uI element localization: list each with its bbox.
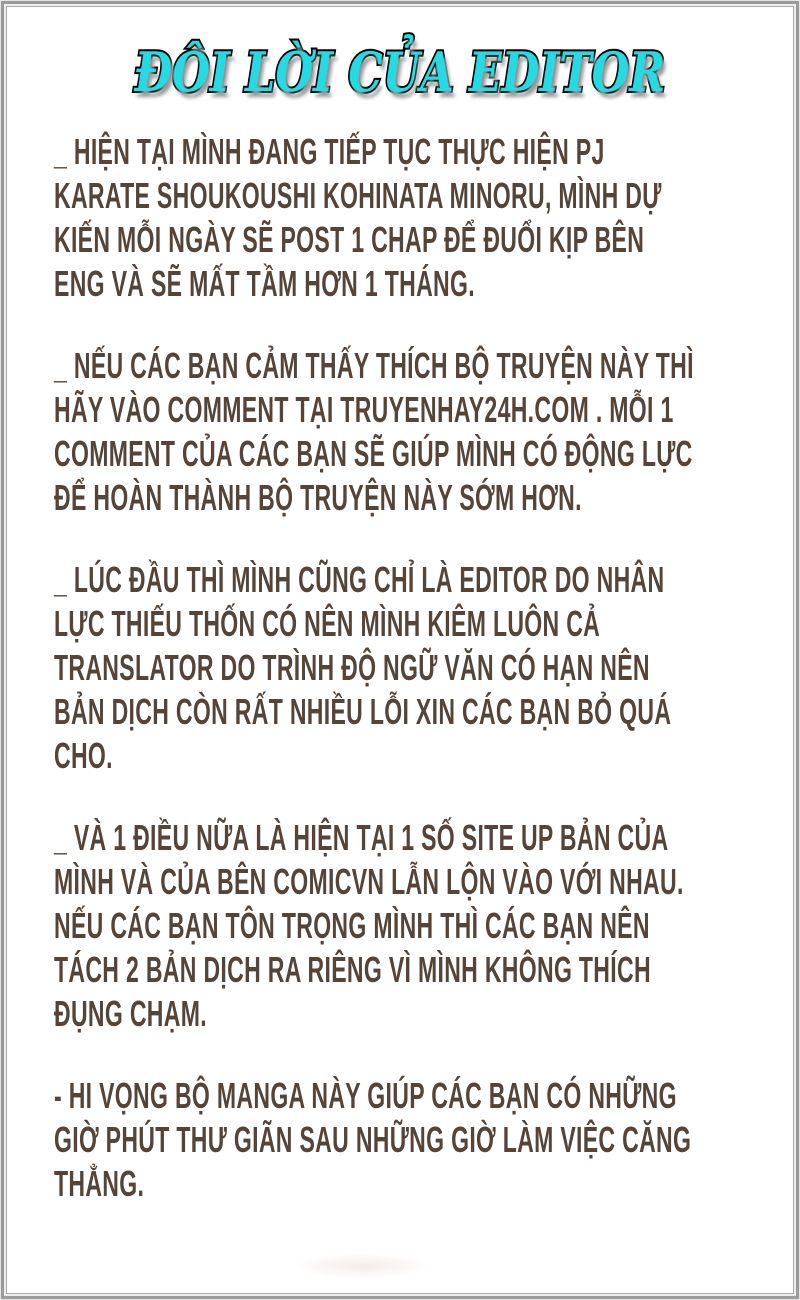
text-line: NẾU CÁC BẠN TÔN TRỌNG MÌNH THÌ CÁC BẠN NÊN	[54, 905, 650, 946]
text-line: _ NẾU CÁC BẠN CẢM THẤY THÍCH BỘ TRUYỆN NÀY THÌ	[54, 345, 694, 386]
text-line: _ LÚC ĐẦU THÌ MÌNH CŨNG CHỈ LÀ EDITOR DO NHÂN	[54, 559, 665, 600]
text-line: BẢN DỊCH CÒN RẤT NHIỀU LỖI XIN CÁC BẠN BỎ QUÁ	[54, 691, 672, 732]
page-title-text: ĐÔI LỜI CỦA EDITOR	[134, 40, 666, 104]
editor-note-body	[0, 130, 800, 1206]
text-line: KIẾN MỖI NGÀY SẼ POST 1 CHAP ĐỂ ĐUỔI KỊP BÊN	[54, 219, 645, 260]
text-line: MÌNH VÀ CỦA BÊN COMICVN LẪN LỘN VÀO VỚI NHAU.	[54, 861, 684, 902]
text-line: - HI VỌNG BỘ MANGA NÀY GIÚP CÁC BẠN CÓ NHỮNG	[54, 1075, 677, 1116]
paragraph	[54, 130, 746, 306]
paragraph	[54, 1074, 746, 1206]
text-line: KARATE SHOUKOUSHI KOHINATA MINORU, MÌNH DỰ	[54, 175, 662, 216]
paragraph	[54, 558, 746, 778]
text-line: TRANSLATOR DO TRÌNH ĐỘ NGỮ VĂN CÓ HẠN NÊN	[54, 647, 650, 688]
text-line: ENG VÀ SẼ MẤT TẦM HƠN 1 THÁNG.	[54, 263, 475, 304]
text-line: TÁCH 2 BẢN DỊCH RA RIÊNG VÌ MÌNH KHÔNG THÍCH	[54, 949, 651, 990]
text-line: CHO.	[54, 735, 113, 776]
text-line: LỰC THIẾU THỐN CÓ NÊN MÌNH KIÊM LUÔN CẢ	[54, 603, 601, 644]
paragraph	[54, 816, 746, 1036]
watermark-smudge	[295, 1253, 430, 1279]
paragraph	[54, 344, 746, 520]
text-line: ĐỂ HOÀN THÀNH BỘ TRUYỆN NÀY SỚM HƠN.	[54, 477, 582, 518]
text-line: _ VÀ 1 ĐIỀU NỮA LÀ HIỆN TẠI 1 SỐ SITE UP BẢN CỦA	[54, 817, 669, 858]
text-line: _ HIỆN TẠI MÌNH ĐANG TIẾP TỤC THỰC HIỆN PJ	[54, 131, 605, 172]
text-line: THẲNG.	[54, 1163, 145, 1204]
text-line: COMMENT CỦA CÁC BẠN SẼ GIÚP MÌNH CÓ ĐỘNG LỰC	[54, 433, 693, 474]
page-title	[0, 0, 800, 102]
text-line: HÃY VÀO COMMENT TẠI TRUYENHAY24H.COM . MỖI 1	[54, 389, 674, 430]
text-line: GIỜ PHÚT THƯ GIÃN SAU NHỮNG GIỜ LÀM VIỆC CĂNG	[54, 1119, 692, 1160]
text-line: ĐỤNG CHẠM.	[54, 993, 207, 1034]
